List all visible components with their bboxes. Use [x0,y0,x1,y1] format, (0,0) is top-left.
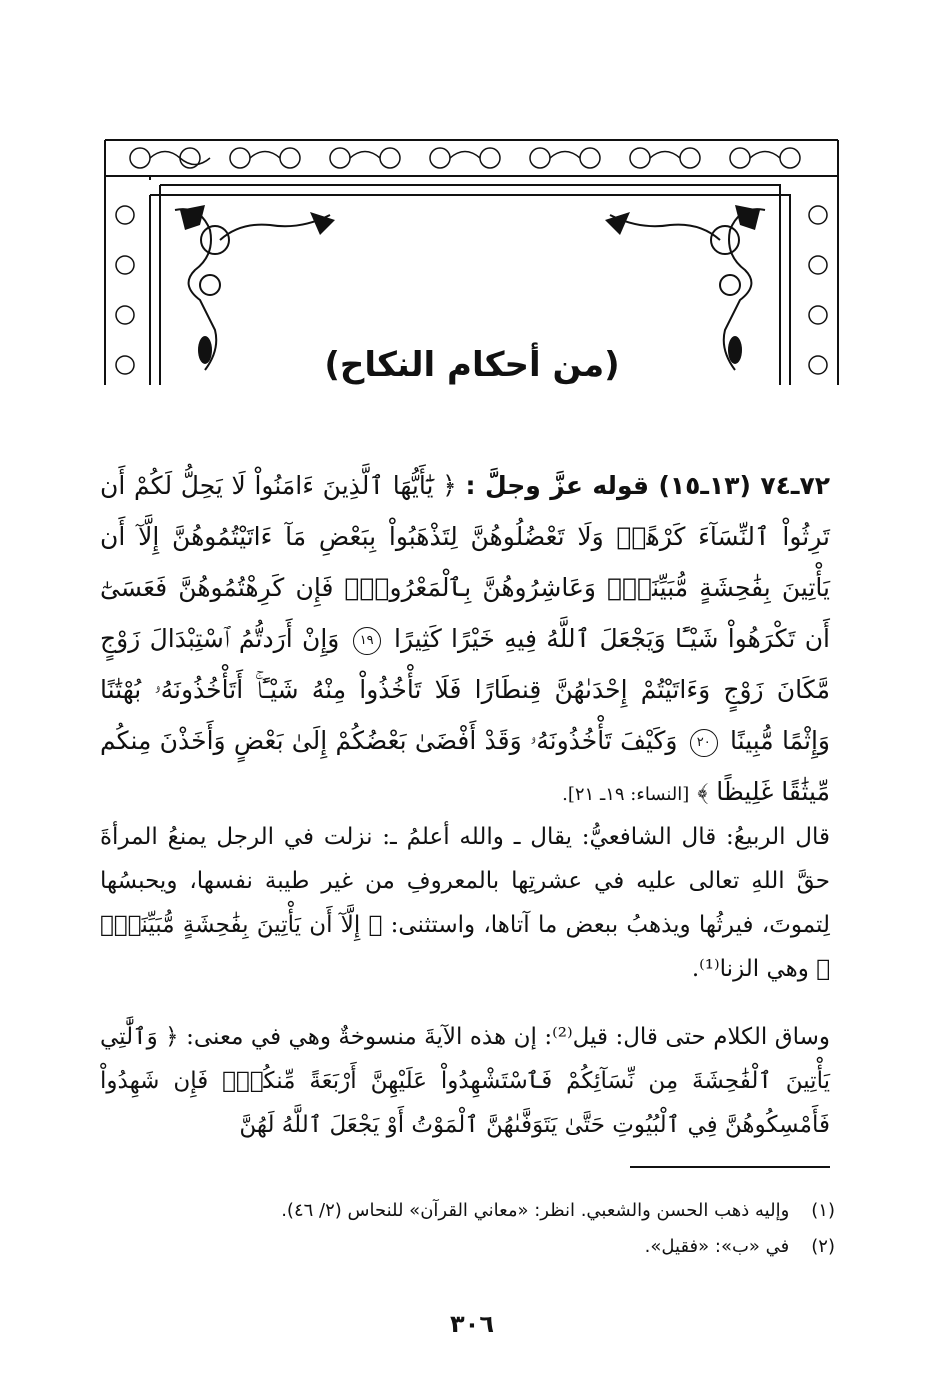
paragraph-2: وساق الكلام حتى قال: قيل⁽²⁾: إن هذه الآيةَ منسوخةٌ وهي في معنى: ﴿ وَٱلَّٰتِي يَأْتِينَ ٱلْفَٰحِشَةَ مِن نِّسَآئِكُمْ فَٱسْتَشْهِدُواْ عَلَيْهِنَّ أَرْبَعَةً مِّنكُمْۖ فَإِن شَهِدُواْ فَأَمْسِكُوهُنَّ فِي ٱلْبُيُوتِ حَتَّىٰ يَتَوَفَّىٰهُنَّ ٱلْمَوْتُ أَوْ يَجْعَلَ ٱللَّهُ لَهُنَّ [100,1024,830,1138]
footnote-2 [100,1236,835,1257]
footnote-1 [100,1200,835,1221]
verse-line-2: وَإِنْ أَرَدتُّمُ ٱسْتِبْدَالَ زَوْجٍ مَّكَانَ زَوْجٍ وَءَاتَيْتُمْ إِحْدَىٰهُنَّ قِنطَارًا فَلَا تَأْخُذُواْ مِنْهُ شَيْـًٔاۚ أَتَأْخُذُونَهُۥ بُهْتَٰنًا وَإِثْمًا مُّبِينًا [100,624,831,755]
verse-line-1: ﴿ يَٰٓأَيُّهَا ٱلَّذِينَ ءَامَنُواْ لَا يَحِلُّ لَكُمْ أَن تَرِثُواْ ٱلنِّسَآءَ كَرْهًاۖ وَلَا تَعْضُلُوهُنَّ لِتَذْهَبُواْ بِبَعْضِ مَآ ءَاتَيْتُمُوهُنَّ إِلَّآ أَن يَأْتِينَ بِفَٰحِشَةٍ مُّبَيِّنَةٍۚ وَعَاشِرُوهُنَّ بِٱلْمَعْرُوفِۚ فَإِن كَرِهْتُمُوهُنَّ فَعَسَىٰٓ أَن تَكْرَهُواْ شَيْـًٔا وَيَجْعَلَ ٱللَّهُ فِيهِ خَيْرًا كَثِيرًا [100,471,831,653]
verse-number-label: ٧٢ـ٧٤ (١٣ـ١٥) قوله عزَّ وجلَّ : [465,471,830,500]
page-number: ٣٠٦ [450,1310,494,1338]
footnote-separator [630,1166,830,1168]
footnote-text: وإليه ذهب الحسن والشعبي. انظر: «معاني القرآن» للنحاس (٢/ ٤٦). [281,1200,790,1221]
ayah-marker-20: ٢٠ [690,729,718,757]
verse-line-3: وَكَيْفَ تَأْخُذُونَهُۥ وَقَدْ أَفْضَىٰ بَعْضُكُمْ إِلَىٰ بَعْضٍ وَأَخَذْنَ مِنكُم مِّيثَٰقًا غَلِيظًا ﴾ [100,726,830,806]
verse-reference: [النساء: ١٩ـ ٢١]. [562,784,690,805]
footnote-number: (٢) [811,1236,835,1257]
quran-verse-block [100,460,830,820]
footnote-number: (١) [811,1200,835,1221]
section-title: (من أحكام النكاح) [324,345,620,385]
ayah-marker-19: ١٩ [353,627,381,655]
paragraph-1: قال الربيعُ: قال الشافعيُّ: يقال ـ والله أعلمُ ـ: نزلت في الرجل يمنعُ المرأةَ حقَّ اللهِ تعالى عليه في عشرتِها بالمعروفِ من غير طيبة نفسها، ويحبسُها لِتموتَ، فيرثُها ويذهبُ ببعض ما آتاها، واستثنى: ﴿ إِلَّآ أَن يَأْتِينَ بِفَٰحِشَةٍ مُّبَيِّنَةٍۚ ﴾ وهي الزنا⁽¹⁾. [100,824,830,982]
footnote-text: في «ب»: «فقيل». [644,1236,790,1257]
